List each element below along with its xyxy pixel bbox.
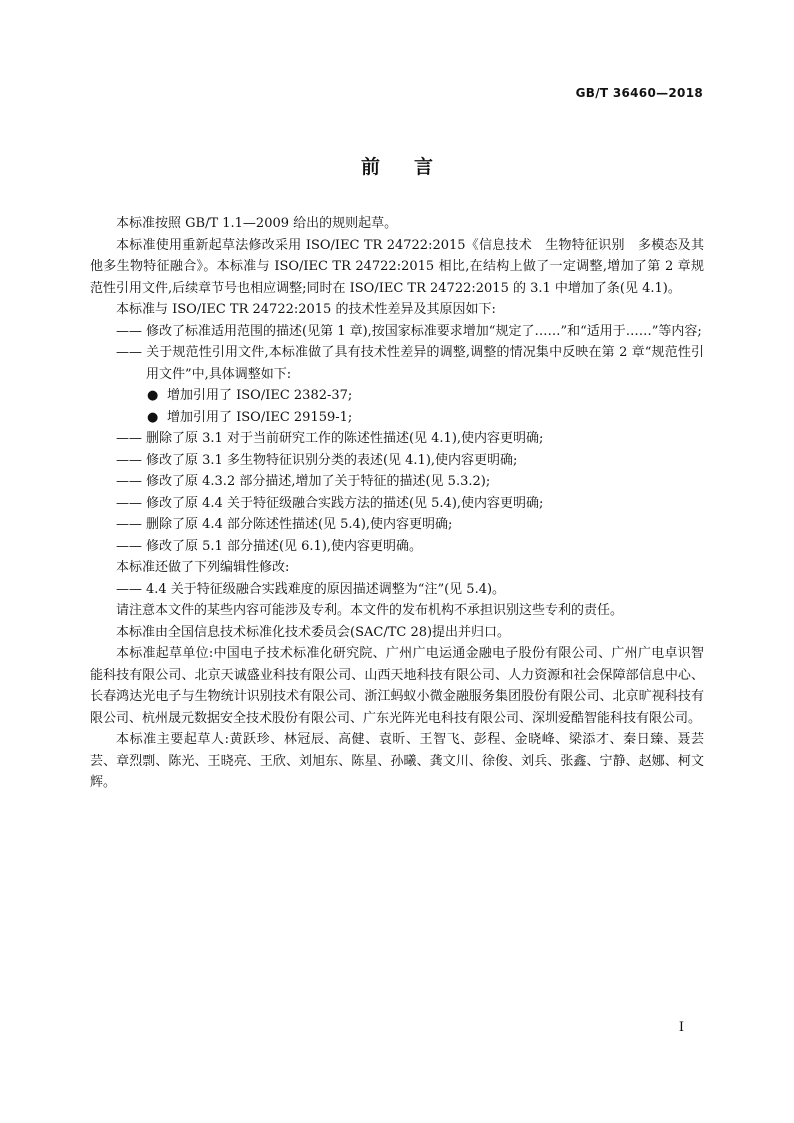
page-number: I bbox=[678, 1020, 684, 1035]
list-item bbox=[90, 450, 704, 472]
bullet-item bbox=[90, 385, 704, 407]
list-item-text: 删除了原 4.4 部分陈述性描述(见 5.4),使内容更明确; bbox=[146, 517, 453, 532]
paragraph-drafting-rules: 本标准按照 GB/T 1.1—2009 给出的规则起草。 bbox=[116, 216, 398, 231]
list-item-text: 关于规范性引用文件,本标准做了具有技术性差异的调整,调整的情况集中反映在第 2 章“规范性引用文件”中,具体调整如下: bbox=[146, 345, 704, 382]
list-item-text: 修改了原 3.1 多生物特征识别分类的表述(见 4.1),使内容更明确; bbox=[146, 452, 518, 468]
bullet-icon: ● bbox=[147, 409, 159, 425]
paragraph-technical-differences: 本标准与 ISO/IEC TR 24722:2015 的技术性差异及其原因如下: bbox=[116, 302, 496, 317]
bullet-item-text: 增加引用了 ISO/IEC 2382-37; bbox=[167, 388, 353, 403]
bullet-icon: ● bbox=[147, 388, 159, 403]
paragraph-drafting-units: 本标准起草单位:中国电子技术标准化研究院、广州广电运通金融电子股份有限公司、广州广电卓识智能科技有限公司、北京天诚盛业科技有限公司、山西天地科技有限公司、人力资源和社会保障部信息中心、长春鸿达光电子与生物统计识别技术有限公司、浙江蚂蚁小微金融服务集团股份有限公司、北京旷视科技有限公司、杭州晟元数据安全技术股份有限公司、广东光阵光电科技有限公司、深圳爱酷智能科技有限公司。 bbox=[90, 646, 704, 726]
dash-mark: —— bbox=[116, 581, 142, 597]
list-item-text: 修改了原 4.4 关于特征级融合实践方法的描述(见 5.4),使内容更明确; bbox=[146, 495, 544, 511]
page-title: 前言 bbox=[360, 156, 467, 178]
dash-mark: —— bbox=[116, 474, 142, 489]
list-item-text: 4.4 关于特征级融合实践难度的原因描述调整为“注”(见 5.4)。 bbox=[146, 581, 506, 597]
list-item bbox=[90, 514, 704, 536]
list-item bbox=[90, 536, 704, 558]
paragraph-drafters: 本标准主要起草人:黄跃珍、林冠辰、高健、袁昕、王智飞、彭程、金晓峰、梁添才、秦日臻、聂芸芸、章烈剽、陈光、王晓亮、王欣、刘旭东、陈星、孙曦、龚文川、徐俊、刘兵、张鑫、宁静、赵娜、柯文辉。 bbox=[90, 732, 704, 790]
bullet-item bbox=[90, 407, 704, 429]
list-item-text: 修改了标准适用范围的描述(见第 1 章),按国家标准要求增加“规定了……”和“适用于……”等内容; bbox=[146, 323, 702, 339]
dash-mark: —— bbox=[116, 538, 142, 554]
bullet-item-text: 增加引用了 ISO/IEC 29159-1; bbox=[167, 409, 353, 425]
list-item bbox=[90, 471, 704, 493]
dash-mark: —— bbox=[116, 495, 142, 511]
foreword-body bbox=[90, 213, 704, 794]
dash-mark: —— bbox=[116, 452, 142, 468]
dash-mark: —— bbox=[116, 517, 142, 532]
standard-code: GB/T 36460—2018 bbox=[575, 86, 703, 100]
list-item bbox=[90, 579, 704, 601]
list-item-text: 修改了原 4.3.2 部分描述,增加了关于特征的描述(见 5.3.2); bbox=[146, 474, 491, 489]
dash-mark: —— bbox=[116, 323, 142, 339]
paragraph-proposer: 本标准由全国信息技术标准化技术委员会(SAC/TC 28)提出并归口。 bbox=[116, 624, 511, 640]
list-item bbox=[90, 321, 704, 343]
dash-mark: —— bbox=[116, 431, 142, 446]
dash-mark: —— bbox=[116, 345, 142, 360]
paragraph-editorial-changes: 本标准还做了下列编辑性修改: bbox=[116, 560, 290, 575]
list-item-text: 删除了原 3.1 对于当前研究工作的陈述性描述(见 4.1),使内容更明确; bbox=[146, 431, 544, 446]
paragraph-adoption: 本标准使用重新起草法修改采用 ISO/IEC TR 24722:2015《信息技术 生物特征识别 多模态及其他多生物特征融合》。本标准与 ISO/IEC TR 24722:2015 相比,在结构上做了一定调整,增加了第 2 章规范性引用文件,后续章节号也相应调整;同时在 ISO/IEC TR 24722:2015 的 3.1 中增加了条(见 4.1)。 bbox=[90, 237, 704, 296]
list-item bbox=[90, 342, 704, 385]
list-item bbox=[90, 493, 704, 515]
paragraph-patent-notice: 请注意本文件的某些内容可能涉及专利。本文件的发布机构不承担识别这些专利的责任。 bbox=[116, 603, 624, 618]
list-item bbox=[90, 428, 704, 450]
list-item-text: 修改了原 5.1 部分描述(见 6.1),使内容更明确。 bbox=[146, 538, 423, 554]
